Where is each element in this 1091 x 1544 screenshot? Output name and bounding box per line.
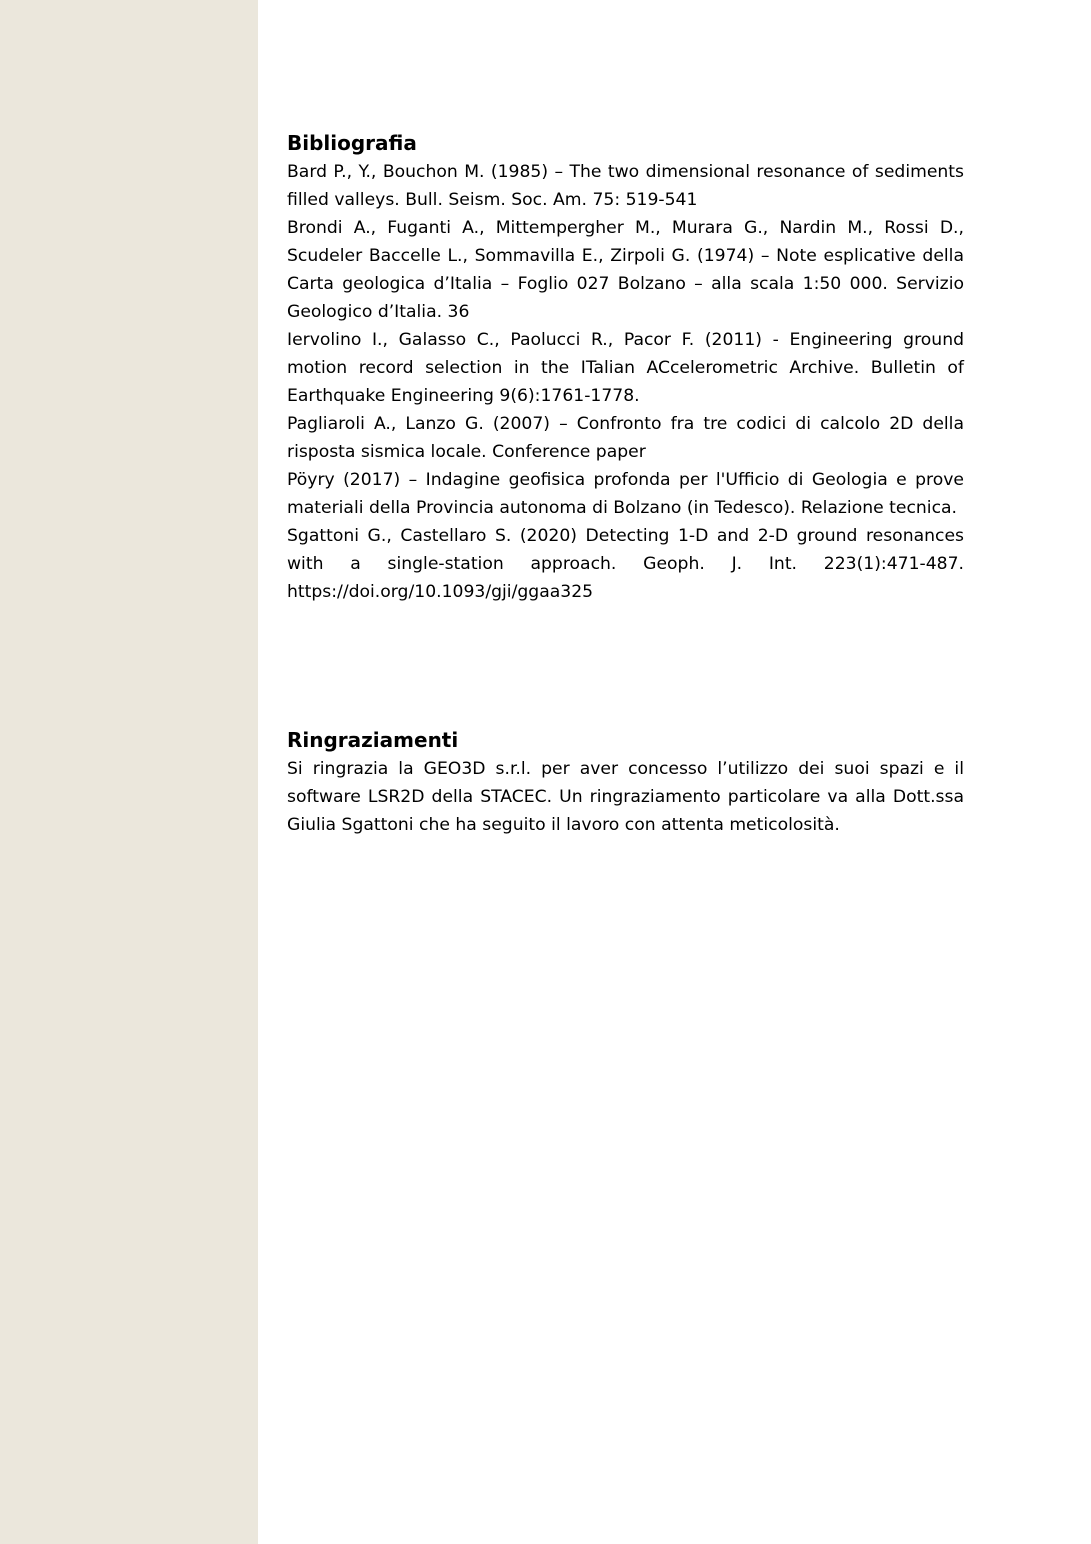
bibliography-entry-brondi: Brondi A., Fuganti A., Mittempergher M., Murara G., Nardin M., Rossi D., Scudeler Baccelle L., Sommavilla E., Zirpoli G. (1974) – Note esplicative della Carta geologica d’Italia – Foglio 027 Bolzano – alla scala 1:50 000. Servizio Geologico d’Italia. 36 — [287, 218, 964, 322]
bibliography-entry-poyry: Pöyry (2017) – Indagine geofisica profonda per l'Ufficio di Geologia e prove materiali della Provincia autonoma di Bolzano (in Tedesco). Relazione tecnica. — [287, 470, 964, 518]
acknowledgements-text: Si ringrazia la GEO3D s.r.l. per aver concesso l’utilizzo dei suoi spazi e il software LSR2D della STACEC. Un ringraziamento particolare va alla Dott.ssa Giulia Sgattoni che ha seguito il lavoro con attenta meticolosità. — [287, 759, 964, 835]
bibliography-entry-sgattoni: Sgattoni G., Castellaro S. (2020) Detecting 1-D and 2-D ground resonances with a single-station approach. Geoph. J. Int. 223(1):471-487. https://doi.org/10.1093/gji/ggaa325 — [287, 526, 964, 602]
bibliography-entry-pagliaroli: Pagliaroli A., Lanzo G. (2007) – Confronto fra tre codici di calcolo 2D della risposta sismica locale. Conference paper — [287, 414, 964, 462]
acknowledgements-section — [287, 725, 964, 839]
bibliography-entry-bard: Bard P., Y., Bouchon M. (1985) – The two dimensional resonance of sediments filled valleys. Bull. Seism. Soc. Am. 75: 519-541 — [287, 162, 964, 210]
bibliography-heading: Bibliografia — [287, 131, 417, 155]
acknowledgements-heading: Ringraziamenti — [287, 728, 459, 752]
bibliography-section — [287, 128, 964, 606]
page-sidebar-band — [0, 0, 258, 1544]
bibliography-entry-iervolino: Iervolino I., Galasso C., Paolucci R., Pacor F. (2011) - Engineering ground motion record selection in the ITalian ACcelerometric Archive. Bulletin of Earthquake Engineering 9(6):1761-1778. — [287, 330, 964, 406]
